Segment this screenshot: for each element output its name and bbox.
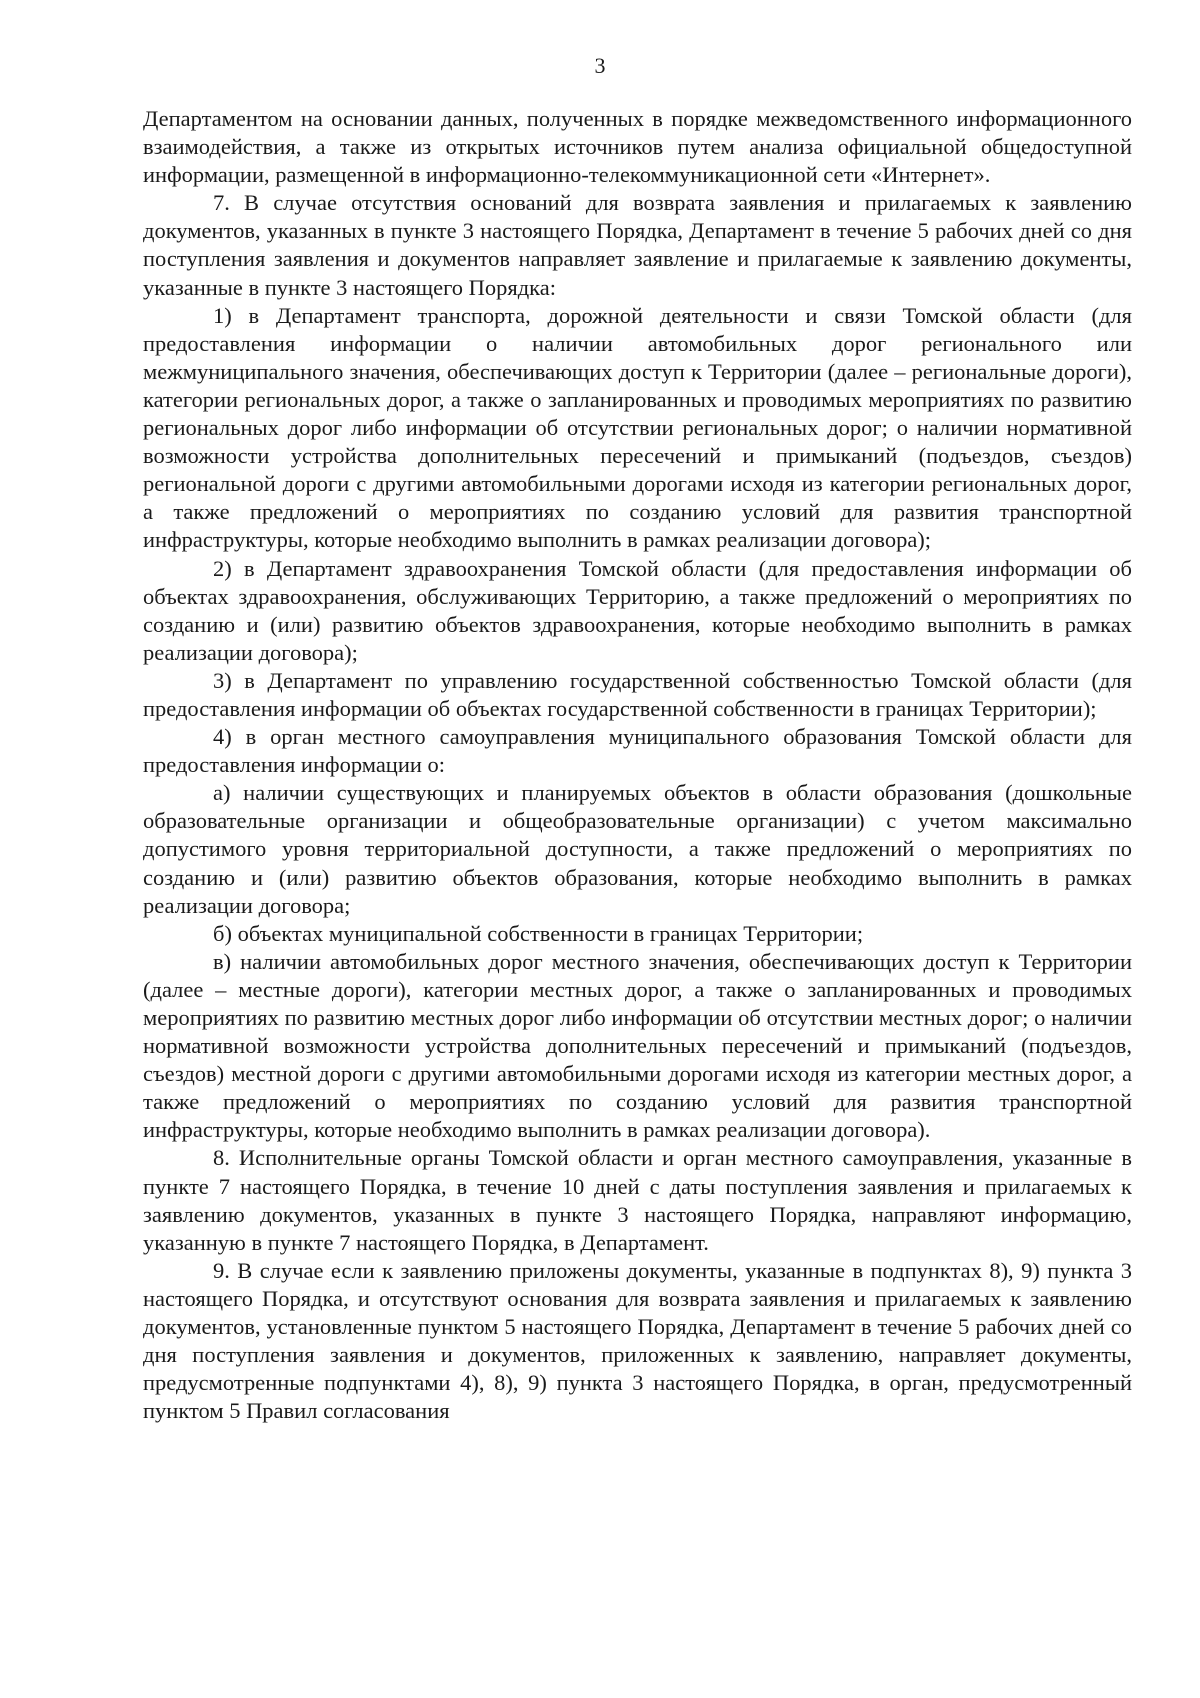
document-body xyxy=(143,105,1132,1425)
paragraph-subitem-2: 2) в Департамент здравоохранения Томской области (для предоставления информации об объектах здравоохранения, обслуживающих Территорию, а также предложений о мероприятиях по созданию и (или) развитию объектов здравоохранения, которые необходимо выполнить в рамках реализации договора); xyxy=(143,555,1132,665)
paragraph-subitem-4: 4) в орган местного самоуправления муниципального образования Томской области для предоставления информации о: xyxy=(143,724,1132,778)
paragraph-subitem-3: 3) в Департамент по управлению государственной собственностью Томской области (для предоставления информации об объектах государственной собственности в границах Территории); xyxy=(143,667,1132,721)
paragraph-item-9: 9. В случае если к заявлению приложены документы, указанные в подпунктах 8), 9) пункта 3 настоящего Порядка, и отсутствуют основания для возврата заявления и прилагаемых к заявлению документов, установленные пунктом 5 настоящего Порядка, Департамент в течение 5 рабочих дней со дня поступления заявления и документов, приложенных к заявлению, направляет документы, предусмотренные подпунктами 4), 8), 9) пункта 3 настоящего Порядка, в орган, предусмотренный пунктом 5 Правил согласования xyxy=(143,1257,1132,1424)
paragraph-subitem-4b: б) объектах муниципальной собственности в границах Территории; xyxy=(213,920,864,946)
page-number: 3 xyxy=(594,53,606,78)
paragraph-subitem-4v: в) наличии автомобильных дорог местного значения, обеспечивающих доступ к Территории (далее – местные дороги), категории местных дорог, а также о запланированных и проводимых мероприятиях по развитию местных дорог либо информации об отсутствии местных дорог; о наличии нормативной возможности устройства дополнительных пересечений и примыканий (подъездов, съездов) местной дороги с другими автомобильными дорогами исходя из категории местных дорог, а также предложений о мероприятиях по созданию условий для развития транспортной инфраструктуры, которые необходимо выполнить в рамках реализации договора). xyxy=(143,948,1132,1143)
paragraph-subitem-1: 1) в Департамент транспорта, дорожной деятельности и связи Томской области (для предоставления информации о наличии автомобильных дорог регионального или межмуниципального значения, обеспечивающих доступ к Территории (далее – региональные дороги), категории региональных дорог, а также о запланированных и проводимых мероприятиях по развитию региональных дорог либо информации об отсутствии региональных дорог; о наличии нормативной возможности устройства дополнительных пересечений и примыканий (подъездов, съездов) региональной дороги с другими автомобильными дорогами исходя из категории региональных дорог, а также предложений о мероприятиях по созданию условий для развития транспортной инфраструктуры, которые необходимо выполнить в рамках реализации договора); xyxy=(143,302,1132,553)
paragraph-continuation: Департаментом на основании данных, полученных в порядке межведомственного информационного взаимодействия, а также из открытых источников путем анализа официальной общедоступной информации, размещенной в информационно-телекоммуникационной сети «Интернет». xyxy=(143,106,1132,188)
paragraph-item-7: 7. В случае отсутствия оснований для возврата заявления и прилагаемых к заявлению документов, указанных в пункте 3 настоящего Порядка, Департамент в течение 5 рабочих дней со дня поступления заявления и документов направляет заявление и прилагаемые к заявлению документы, указанные в пункте 3 настоящего Порядка: xyxy=(143,190,1132,300)
paragraph-subitem-4a: а) наличии существующих и планируемых объектов в области образования (дошкольные образовательные организации и общеобразовательные организации) с учетом максимально допустимого уровня территориальной доступности, а также предложений о мероприятиях по созданию и (или) развитию объектов образования, которые необходимо выполнить в рамках реализации договора; xyxy=(143,780,1132,918)
paragraph-item-8: 8. Исполнительные органы Томской области и орган местного самоуправления, указанные в пункте 7 настоящего Порядка, в течение 10 дней с даты поступления заявления и прилагаемых к заявлению документов, указанных в пункте 3 настоящего Порядка, направляют информацию, указанную в пункте 7 настоящего Порядка, в Департамент. xyxy=(143,1145,1132,1255)
